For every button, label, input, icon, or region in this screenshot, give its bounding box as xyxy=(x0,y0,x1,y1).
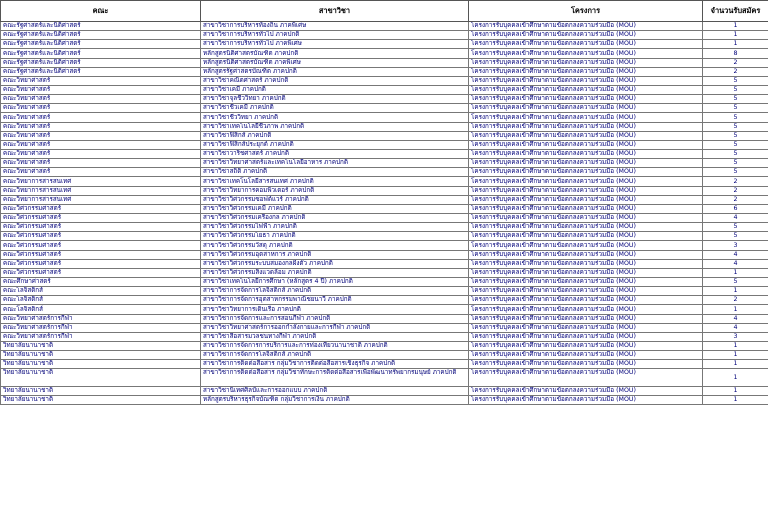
major-cell[interactable]: สาขาวิชาวิศวกรรมอุตสาหการ ภาคปกติ xyxy=(201,250,469,259)
table-row xyxy=(1,232,768,241)
major-cell[interactable]: สาขาวิชาวิศวกรรมระบบสมองกลฝังตัว ภาคปกติ xyxy=(201,259,469,268)
project-cell[interactable]: โครงการรับบุคคลเข้าศึกษาตามข้อตกลงความร่วมมือ (MOU) xyxy=(469,341,703,350)
major-cell[interactable]: หลักสูตรรัฐศาสตรบัณฑิต ภาคปกติ xyxy=(201,67,469,76)
quota-cell[interactable]: 1 xyxy=(703,22,768,31)
major-cell[interactable]: สาขาวิชาวิทยาการเดินเรือ ภาคปกติ xyxy=(201,305,469,314)
major-cell[interactable]: สาขาวิชาวิศวกรรมวัสดุ ภาคปกติ xyxy=(201,241,469,250)
major-cell[interactable]: สาขาวิชาวิศวกรรมซอฟต์แวร์ ภาคปกติ xyxy=(201,195,469,204)
table-row xyxy=(1,360,768,369)
table-row xyxy=(1,95,768,104)
major-cell[interactable]: สาขาวิชาวิศวกรรมเครื่องกล ภาคปกติ xyxy=(201,213,469,222)
major-cell[interactable]: สาขาวิชาวิทยาการคอมพิวเตอร์ ภาคปกติ xyxy=(201,186,469,195)
faculty-cell[interactable]: คณะวิทยาศาสตร์การกีฬา xyxy=(1,332,201,341)
header-project: โครงการ xyxy=(469,1,703,22)
quota-cell[interactable]: 3 xyxy=(703,241,768,250)
table-row xyxy=(1,241,768,250)
quota-cell[interactable]: 5 xyxy=(703,168,768,177)
project-cell[interactable]: โครงการรับบุคคลเข้าศึกษาตามข้อตกลงความร่วมมือ (MOU) xyxy=(469,277,703,286)
faculty-cell[interactable]: คณะวิศวกรรมศาสตร์ xyxy=(1,268,201,277)
faculty-cell[interactable]: คณะวิทยาศาสตร์ xyxy=(1,95,201,104)
table-row xyxy=(1,223,768,232)
major-cell[interactable]: สาขาวิชาชีววิทยา ภาคปกติ xyxy=(201,113,469,122)
faculty-cell[interactable]: คณะวิทยาการสารสนเทศ xyxy=(1,177,201,186)
project-cell[interactable]: โครงการรับบุคคลเข้าศึกษาตามข้อตกลงความร่วมมือ (MOU) xyxy=(469,95,703,104)
faculty-cell[interactable]: วิทยาลัยนานาชาติ xyxy=(1,341,201,350)
project-cell[interactable]: โครงการรับบุคคลเข้าศึกษาตามข้อตกลงความร่วมมือ (MOU) xyxy=(469,369,703,386)
faculty-cell[interactable]: คณะรัฐศาสตร์และนิติศาสตร์ xyxy=(1,67,201,76)
quota-cell[interactable]: 1 xyxy=(703,31,768,40)
major-cell[interactable]: สาขาวิชานิเทศศิลป์และการออกแบบ ภาคปกติ xyxy=(201,386,469,395)
faculty-cell[interactable]: วิทยาลัยนานาชาติ xyxy=(1,369,201,386)
faculty-cell[interactable]: คณะวิทยาการสารสนเทศ xyxy=(1,186,201,195)
quota-cell[interactable]: 8 xyxy=(703,49,768,58)
table-row xyxy=(1,186,768,195)
major-cell[interactable]: สาขาวิชาวิศวกรรมสิ่งแวดล้อม ภาคปกติ xyxy=(201,268,469,277)
table-row xyxy=(1,395,768,404)
faculty-cell[interactable]: คณะวิศวกรรมศาสตร์ xyxy=(1,250,201,259)
quota-cell[interactable]: 5 xyxy=(703,232,768,241)
faculty-cell[interactable]: คณะรัฐศาสตร์และนิติศาสตร์ xyxy=(1,40,201,49)
table-row xyxy=(1,22,768,31)
quota-cell[interactable]: 1 xyxy=(703,360,768,369)
project-cell[interactable]: โครงการรับบุคคลเข้าศึกษาตามข้อตกลงความร่วมมือ (MOU) xyxy=(469,259,703,268)
faculty-cell[interactable]: คณะวิทยาการสารสนเทศ xyxy=(1,195,201,204)
faculty-cell[interactable]: คณะวิทยาศาสตร์ xyxy=(1,122,201,131)
quota-cell[interactable]: 5 xyxy=(703,277,768,286)
quota-cell[interactable]: 5 xyxy=(703,122,768,131)
project-cell[interactable]: โครงการรับบุคคลเข้าศึกษาตามข้อตกลงความร่วมมือ (MOU) xyxy=(469,204,703,213)
major-cell[interactable]: สาขาวิชาวิศวกรรมไฟฟ้า ภาคปกติ xyxy=(201,223,469,232)
faculty-cell[interactable]: คณะวิทยาศาสตร์ xyxy=(1,85,201,94)
major-cell[interactable]: สาขาวิชาการติดต่อสื่อสาร กลุ่มวิชาการติดต่อสื่อสารเชิงธุรกิจ ภาคปกติ xyxy=(201,360,469,369)
project-cell[interactable]: โครงการรับบุคคลเข้าศึกษาตามข้อตกลงความร่วมมือ (MOU) xyxy=(469,351,703,360)
table-row xyxy=(1,85,768,94)
project-cell[interactable]: โครงการรับบุคคลเข้าศึกษาตามข้อตกลงความร่วมมือ (MOU) xyxy=(469,232,703,241)
faculty-cell[interactable]: คณะวิทยาศาสตร์ xyxy=(1,113,201,122)
project-cell[interactable]: โครงการรับบุคคลเข้าศึกษาตามข้อตกลงความร่วมมือ (MOU) xyxy=(469,360,703,369)
project-cell[interactable]: โครงการรับบุคคลเข้าศึกษาตามข้อตกลงความร่วมมือ (MOU) xyxy=(469,241,703,250)
major-cell[interactable]: สาขาวิชาการบริหารทั่วไป ภาคปกติ xyxy=(201,31,469,40)
faculty-cell[interactable]: คณะวิศวกรรมศาสตร์ xyxy=(1,204,201,213)
quota-cell[interactable]: 2 xyxy=(703,195,768,204)
project-cell[interactable]: โครงการรับบุคคลเข้าศึกษาตามข้อตกลงความร่วมมือ (MOU) xyxy=(469,395,703,404)
project-cell[interactable]: โครงการรับบุคคลเข้าศึกษาตามข้อตกลงความร่วมมือ (MOU) xyxy=(469,323,703,332)
major-cell[interactable]: สาขาวิชาสื่อสารมวลชนทางกีฬา ภาคปกติ xyxy=(201,332,469,341)
faculty-cell[interactable]: คณะวิทยาศาสตร์การกีฬา xyxy=(1,323,201,332)
quota-cell[interactable]: 2 xyxy=(703,186,768,195)
major-cell[interactable]: หลักสูตรบริหารธุรกิจบัณฑิต กลุ่มวิชาการเงิน ภาคปกติ xyxy=(201,395,469,404)
faculty-cell[interactable]: คณะวิทยาศาสตร์ xyxy=(1,104,201,113)
table-row xyxy=(1,131,768,140)
major-cell[interactable]: สาขาวิชาวิศวกรรมเคมี ภาคปกติ xyxy=(201,204,469,213)
table-row xyxy=(1,104,768,113)
project-cell[interactable]: โครงการรับบุคคลเข้าศึกษาตามข้อตกลงความร่วมมือ (MOU) xyxy=(469,104,703,113)
table-row xyxy=(1,386,768,395)
project-cell[interactable]: โครงการรับบุคคลเข้าศึกษาตามข้อตกลงความร่วมมือ (MOU) xyxy=(469,22,703,31)
table-row xyxy=(1,259,768,268)
faculty-cell[interactable]: คณะรัฐศาสตร์และนิติศาสตร์ xyxy=(1,58,201,67)
quota-cell[interactable]: 2 xyxy=(703,58,768,67)
quota-cell[interactable]: 2 xyxy=(703,177,768,186)
quota-cell[interactable]: 1 xyxy=(703,287,768,296)
faculty-cell[interactable]: คณะวิศวกรรมศาสตร์ xyxy=(1,241,201,250)
faculty-cell[interactable]: คณะวิศวกรรมศาสตร์ xyxy=(1,213,201,222)
faculty-cell[interactable]: คณะรัฐศาสตร์และนิติศาสตร์ xyxy=(1,31,201,40)
major-cell[interactable]: สาขาวิชาคณิตศาสตร์ ภาคปกติ xyxy=(201,76,469,85)
table-row xyxy=(1,31,768,40)
quota-cell[interactable]: 1 xyxy=(703,40,768,49)
table-row xyxy=(1,250,768,259)
project-cell[interactable]: โครงการรับบุคคลเข้าศึกษาตามข้อตกลงความร่วมมือ (MOU) xyxy=(469,159,703,168)
table-row xyxy=(1,159,768,168)
faculty-cell[interactable]: คณะศึกษาศาสตร์ xyxy=(1,277,201,286)
quota-cell[interactable]: 1 xyxy=(703,386,768,395)
table-row xyxy=(1,314,768,323)
quota-cell[interactable]: 5 xyxy=(703,76,768,85)
quota-cell[interactable]: 5 xyxy=(703,85,768,94)
table-row xyxy=(1,40,768,49)
quota-cell[interactable]: 3 xyxy=(703,332,768,341)
major-cell[interactable]: สาขาวิชาวิทยาศาสตร์การออกกำลังกายและการกีฬา ภาคปกติ xyxy=(201,323,469,332)
quota-cell[interactable]: 1 xyxy=(703,351,768,360)
faculty-cell[interactable]: คณะวิทยาศาสตร์ xyxy=(1,140,201,149)
major-cell[interactable]: สาขาวิชาการติดต่อสื่อสาร กลุ่มวิชาทักษะการติดต่อสื่อสารเพื่อพัฒนาทรัพยากรมนุษย์ ภาคปกติ xyxy=(201,369,469,386)
project-cell[interactable]: โครงการรับบุคคลเข้าศึกษาตามข้อตกลงความร่วมมือ (MOU) xyxy=(469,314,703,323)
project-cell[interactable]: โครงการรับบุคคลเข้าศึกษาตามข้อตกลงความร่วมมือ (MOU) xyxy=(469,213,703,222)
project-cell[interactable]: โครงการรับบุคคลเข้าศึกษาตามข้อตกลงความร่วมมือ (MOU) xyxy=(469,40,703,49)
table-row xyxy=(1,277,768,286)
project-cell[interactable]: โครงการรับบุคคลเข้าศึกษาตามข้อตกลงความร่วมมือ (MOU) xyxy=(469,76,703,85)
project-cell[interactable]: โครงการรับบุคคลเข้าศึกษาตามข้อตกลงความร่วมมือ (MOU) xyxy=(469,31,703,40)
project-cell[interactable]: โครงการรับบุคคลเข้าศึกษาตามข้อตกลงความร่วมมือ (MOU) xyxy=(469,67,703,76)
major-cell[interactable]: สาขาวิชาฟิสิกส์ ภาคปกติ xyxy=(201,131,469,140)
quota-cell[interactable]: 5 xyxy=(703,140,768,149)
project-cell[interactable]: โครงการรับบุคคลเข้าศึกษาตามข้อตกลงความร่วมมือ (MOU) xyxy=(469,140,703,149)
quota-cell[interactable]: 5 xyxy=(703,223,768,232)
major-cell[interactable]: สาขาวิชาชีวเคมี ภาคปกติ xyxy=(201,104,469,113)
faculty-cell[interactable]: คณะโลจิสติกส์ xyxy=(1,296,201,305)
table-row xyxy=(1,341,768,350)
project-cell[interactable]: โครงการรับบุคคลเข้าศึกษาตามข้อตกลงความร่วมมือ (MOU) xyxy=(469,168,703,177)
quota-cell[interactable]: 4 xyxy=(703,323,768,332)
project-cell[interactable]: โครงการรับบุคคลเข้าศึกษาตามข้อตกลงความร่วมมือ (MOU) xyxy=(469,131,703,140)
quota-cell[interactable]: 1 xyxy=(703,369,768,386)
quota-cell[interactable]: 4 xyxy=(703,314,768,323)
major-cell[interactable]: สาขาวิชาเทคโนโลยีสารสนเทศ ภาคปกติ xyxy=(201,177,469,186)
faculty-cell[interactable]: คณะวิศวกรรมศาสตร์ xyxy=(1,223,201,232)
project-cell[interactable]: โครงการรับบุคคลเข้าศึกษาตามข้อตกลงความร่วมมือ (MOU) xyxy=(469,305,703,314)
table-row xyxy=(1,268,768,277)
table-row xyxy=(1,195,768,204)
project-cell[interactable]: โครงการรับบุคคลเข้าศึกษาตามข้อตกลงความร่วมมือ (MOU) xyxy=(469,149,703,158)
major-cell[interactable]: สาขาวิชาฟิสิกส์ประยุกต์ ภาคปกติ xyxy=(201,140,469,149)
header-row xyxy=(1,1,768,22)
project-cell[interactable]: โครงการรับบุคคลเข้าศึกษาตามข้อตกลงความร่วมมือ (MOU) xyxy=(469,49,703,58)
major-cell[interactable]: สาขาวิชาสถิติ ภาคปกติ xyxy=(201,168,469,177)
major-cell[interactable]: สาขาวิชาการจัดการและการสอนกีฬา ภาคปกติ xyxy=(201,314,469,323)
table-row xyxy=(1,332,768,341)
faculty-cell[interactable]: วิทยาลัยนานาชาติ xyxy=(1,351,201,360)
quota-cell[interactable]: 4 xyxy=(703,213,768,222)
table-row xyxy=(1,351,768,360)
quota-cell[interactable]: 1 xyxy=(703,305,768,314)
faculty-cell[interactable]: วิทยาลัยนานาชาติ xyxy=(1,395,201,404)
quota-cell[interactable]: 2 xyxy=(703,296,768,305)
faculty-cell[interactable]: วิทยาลัยนานาชาติ xyxy=(1,360,201,369)
quota-cell[interactable]: 4 xyxy=(703,250,768,259)
project-cell[interactable]: โครงการรับบุคคลเข้าศึกษาตามข้อตกลงความร่วมมือ (MOU) xyxy=(469,113,703,122)
project-cell[interactable]: โครงการรับบุคคลเข้าศึกษาตามข้อตกลงความร่วมมือ (MOU) xyxy=(469,186,703,195)
faculty-cell[interactable]: คณะวิทยาศาสตร์ xyxy=(1,168,201,177)
header-faculty: คณะ xyxy=(1,1,201,22)
major-cell[interactable]: สาขาวิชาการบริหารท้องถิ่น ภาคพิเศษ xyxy=(201,22,469,31)
header-quota: จำนวนรับสมัคร xyxy=(703,1,768,22)
quota-cell[interactable]: 5 xyxy=(703,95,768,104)
quota-cell[interactable]: 2 xyxy=(703,67,768,76)
table-row xyxy=(1,213,768,222)
major-cell[interactable]: สาขาวิชาเคมี ภาคปกติ xyxy=(201,85,469,94)
table-row xyxy=(1,168,768,177)
project-cell[interactable]: โครงการรับบุคคลเข้าศึกษาตามข้อตกลงความร่วมมือ (MOU) xyxy=(469,177,703,186)
faculty-cell[interactable]: คณะรัฐศาสตร์และนิติศาสตร์ xyxy=(1,22,201,31)
major-cell[interactable]: สาขาวิชาวิศวกรรมโยธา ภาคปกติ xyxy=(201,232,469,241)
faculty-cell[interactable]: คณะวิทยาศาสตร์การกีฬา xyxy=(1,314,201,323)
table-row xyxy=(1,296,768,305)
table-row xyxy=(1,76,768,85)
quota-cell[interactable]: 1 xyxy=(703,341,768,350)
quota-cell[interactable]: 4 xyxy=(703,259,768,268)
table-row xyxy=(1,149,768,158)
table-row xyxy=(1,122,768,131)
faculty-cell[interactable]: คณะวิทยาศาสตร์ xyxy=(1,131,201,140)
project-cell[interactable]: โครงการรับบุคคลเข้าศึกษาตามข้อตกลงความร่วมมือ (MOU) xyxy=(469,332,703,341)
faculty-cell[interactable]: คณะโลจิสติกส์ xyxy=(1,287,201,296)
project-cell[interactable]: โครงการรับบุคคลเข้าศึกษาตามข้อตกลงความร่วมมือ (MOU) xyxy=(469,268,703,277)
faculty-cell[interactable]: คณะโลจิสติกส์ xyxy=(1,305,201,314)
table-body xyxy=(1,22,768,405)
project-cell[interactable]: โครงการรับบุคคลเข้าศึกษาตามข้อตกลงความร่วมมือ (MOU) xyxy=(469,250,703,259)
major-cell[interactable]: สาขาวิชาเทคโนโลยีชีวภาพ ภาคปกติ xyxy=(201,122,469,131)
major-cell[interactable]: หลักสูตรนิติศาสตรบัณฑิต ภาคปกติ xyxy=(201,49,469,58)
header-major: สาขาวิชา xyxy=(201,1,469,22)
project-cell[interactable]: โครงการรับบุคคลเข้าศึกษาตามข้อตกลงความร่วมมือ (MOU) xyxy=(469,296,703,305)
quota-cell[interactable]: 5 xyxy=(703,159,768,168)
faculty-cell[interactable]: วิทยาลัยนานาชาติ xyxy=(1,386,201,395)
table-row xyxy=(1,67,768,76)
quota-cell[interactable]: 6 xyxy=(703,204,768,213)
table-row xyxy=(1,177,768,186)
major-cell[interactable]: สาขาวิชาการจัดการโลจิสติกส์ ภาคปกติ xyxy=(201,287,469,296)
faculty-cell[interactable]: คณะรัฐศาสตร์และนิติศาสตร์ xyxy=(1,49,201,58)
table-row xyxy=(1,323,768,332)
table-row xyxy=(1,287,768,296)
faculty-cell[interactable]: คณะวิทยาศาสตร์ xyxy=(1,76,201,85)
quota-cell[interactable]: 5 xyxy=(703,131,768,140)
faculty-cell[interactable]: คณะวิทยาศาสตร์ xyxy=(1,149,201,158)
table-row xyxy=(1,140,768,149)
quota-cell[interactable]: 5 xyxy=(703,113,768,122)
project-cell[interactable]: โครงการรับบุคคลเข้าศึกษาตามข้อตกลงความร่วมมือ (MOU) xyxy=(469,223,703,232)
table-row xyxy=(1,369,768,386)
table-row xyxy=(1,49,768,58)
major-cell[interactable]: สาขาวิชาการจัดการอุตสาหกรรมพาณิชยนาวี ภาคปกติ xyxy=(201,296,469,305)
major-cell[interactable]: สาขาวิชาการจัดการการบริการและการท่องเที่ยวนานาชาติ ภาคปกติ xyxy=(201,341,469,350)
table-row xyxy=(1,113,768,122)
project-cell[interactable]: โครงการรับบุคคลเข้าศึกษาตามข้อตกลงความร่วมมือ (MOU) xyxy=(469,58,703,67)
major-cell[interactable]: สาขาวิชาเทคโนโลยีการศึกษา (หลักสูตร 4 ปี) ภาคปกติ xyxy=(201,277,469,286)
table-row xyxy=(1,305,768,314)
project-cell[interactable]: โครงการรับบุคคลเข้าศึกษาตามข้อตกลงความร่วมมือ (MOU) xyxy=(469,85,703,94)
project-cell[interactable]: โครงการรับบุคคลเข้าศึกษาตามข้อตกลงความร่วมมือ (MOU) xyxy=(469,287,703,296)
faculty-cell[interactable]: คณะวิทยาศาสตร์ xyxy=(1,159,201,168)
major-cell[interactable]: หลักสูตรนิติศาสตรบัณฑิต ภาคพิเศษ xyxy=(201,58,469,67)
faculty-cell[interactable]: คณะวิศวกรรมศาสตร์ xyxy=(1,232,201,241)
major-cell[interactable]: สาขาวิชาวาริชศาสตร์ ภาคปกติ xyxy=(201,149,469,158)
faculty-cell[interactable]: คณะวิศวกรรมศาสตร์ xyxy=(1,259,201,268)
project-cell[interactable]: โครงการรับบุคคลเข้าศึกษาตามข้อตกลงความร่วมมือ (MOU) xyxy=(469,122,703,131)
quota-cell[interactable]: 5 xyxy=(703,149,768,158)
major-cell[interactable]: สาขาวิชาจุลชีววิทยา ภาคปกติ xyxy=(201,95,469,104)
quota-cell[interactable]: 1 xyxy=(703,395,768,404)
project-cell[interactable]: โครงการรับบุคคลเข้าศึกษาตามข้อตกลงความร่วมมือ (MOU) xyxy=(469,386,703,395)
major-cell[interactable]: สาขาวิชาการจัดการโลจิสติกส์ ภาคปกติ xyxy=(201,351,469,360)
quota-cell[interactable]: 5 xyxy=(703,104,768,113)
table-row xyxy=(1,204,768,213)
major-cell[interactable]: สาขาวิชาการบริหารทั่วไป ภาคพิเศษ xyxy=(201,40,469,49)
table-row xyxy=(1,58,768,67)
project-cell[interactable]: โครงการรับบุคคลเข้าศึกษาตามข้อตกลงความร่วมมือ (MOU) xyxy=(469,195,703,204)
major-cell[interactable]: สาขาวิชาวิทยาศาสตร์และเทคโนโลยีอาหาร ภาคปกติ xyxy=(201,159,469,168)
quota-cell[interactable]: 1 xyxy=(703,268,768,277)
